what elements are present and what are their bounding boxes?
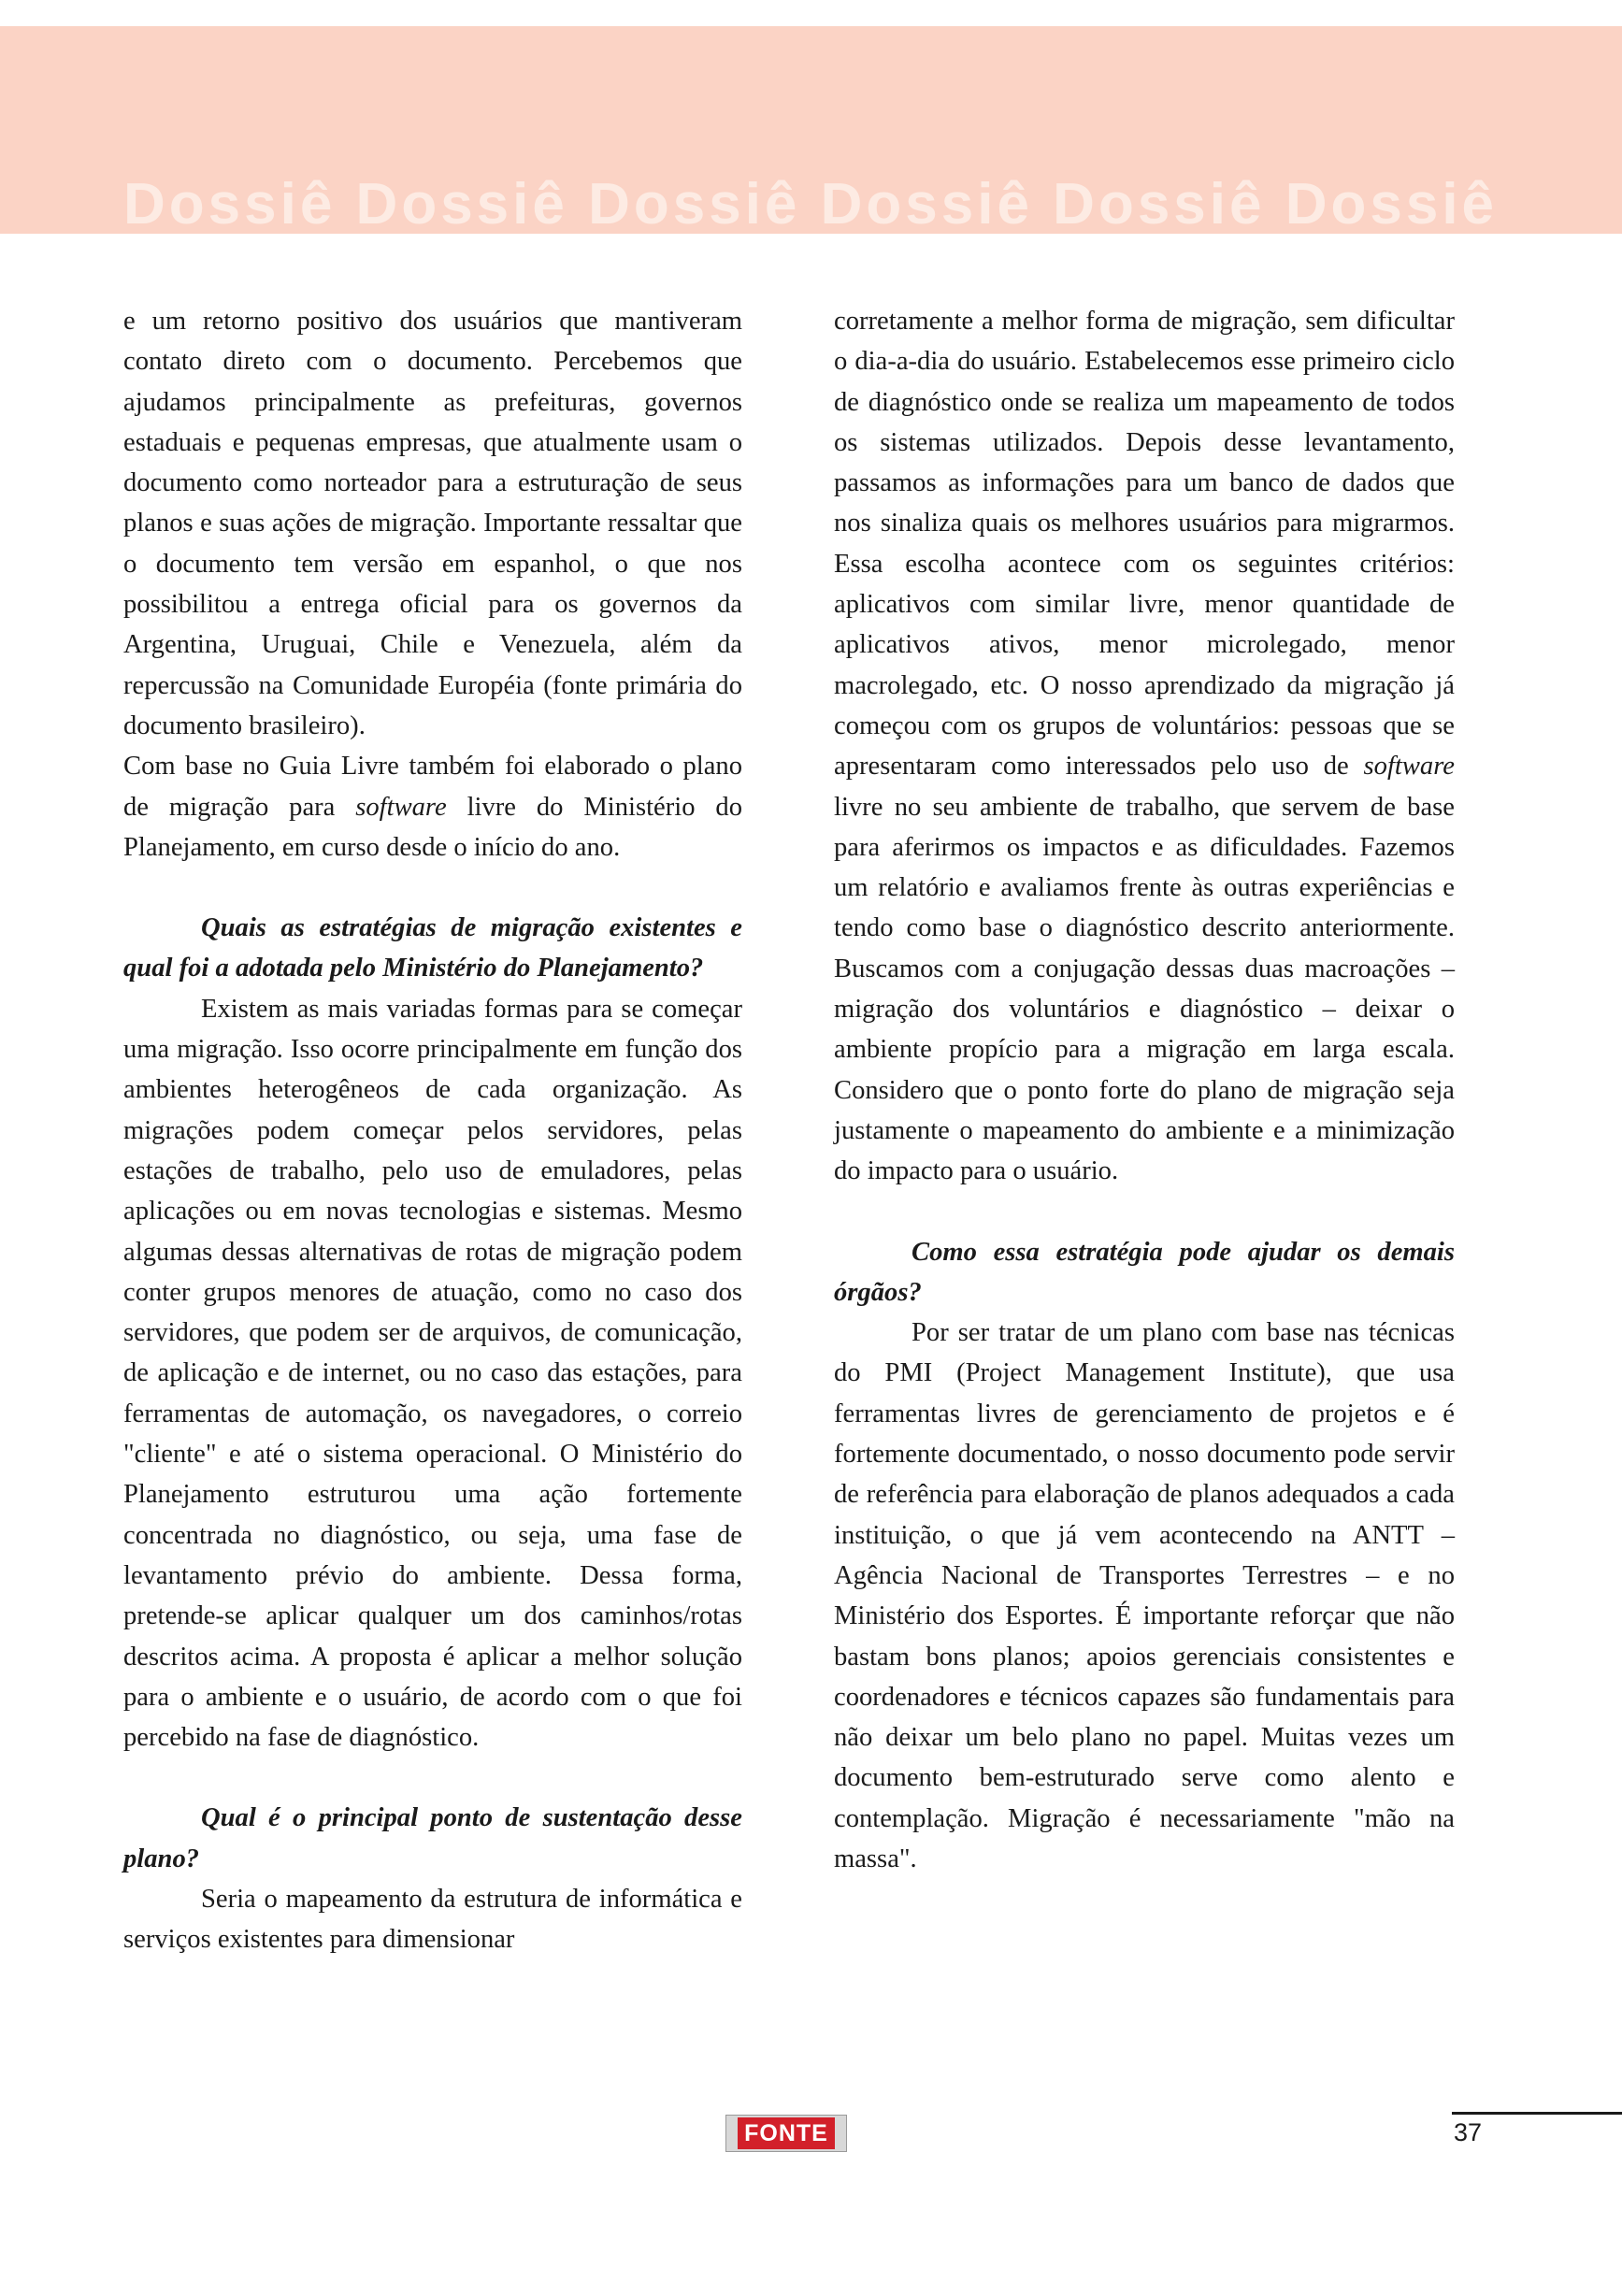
section-title: Dossiê Dossiê Dossiê Dossiê Dossiê Dossiê (123, 172, 1499, 234)
fonte-logo-text: FONTE (738, 2117, 835, 2149)
interview-answer: Seria o mapeamento da estrutura de informática e serviços existentes para dimensionar (123, 1884, 742, 1955)
fonte-logo (725, 2115, 847, 2152)
paragraph: e um retorno positivo dos usuários que mantiveram contato direto com o documento. Percebemos que ajudamos principalmente as prefeituras, governos estaduais e pequenas empresas, que atualmente usam o documento como norteador para a estruturação de seus planos e suas ações de migração. Importante ressaltar que o documento tem versão em espanhol, o que nos possibilitou a entrega oficial para os governos da Argentina, Uruguai, Chile e Venezuela, além da repercussão na Comunidade Européia (fonte primária do documento brasileiro). (123, 307, 742, 740)
interview-answer: Existem as mais variadas formas para se começar uma migração. Isso ocorre principalmente em função dos ambientes heterogêneos de cada organização. As migrações podem começar pelos servidores, pelas estações de trabalho, pelo uso de emuladores, pelas aplicações ou em novas tecnologias e sistemas. Mesmo algumas dessas alternativas de rotas de migração podem conter grupos menores de atuação, como no caso dos servidores, que podem ser de arquivos, de comunicação, de aplicação e de internet, ou no caso das estações, para ferramentas de automação, os navegadores, o correio "cliente" e até o sistema operacional. O Ministério do Planejamento estruturou uma ação fortemente concentrada no diagnóstico, ou seja, uma fase de levantamento prévio do ambiente. Dessa forma, pretende-se aplicar qualquer um dos caminhos/rotas descritos acima. A proposta é aplicar a melhor solução para o ambiente e o usuário, de acordo com o que foi percebido na fase de diagnóstico. (123, 994, 742, 1753)
left-column (123, 301, 742, 1960)
interview-question: Qual é o principal ponto de sustentação desse plano? (123, 1803, 742, 1873)
paragraph: corretamente a melhor forma de migração, sem dificultar o dia-a-dia do usuário. Estabelecemos esse primeiro ciclo de diagnóstico onde se realiza um mapeamento de todos os sistemas utilizados. Depois desse levantamento, passamos as informações para um banco de dados que nos sinaliza quais os melhores usuários para migrarmos. Essa escolha acontece com os seguintes critérios: aplicativos com similar livre, menor quantidade de aplicativos ativos, menor microlegado, menor macrolegado, etc. O nosso aprendizado da migração já começou com os grupos de voluntários: pessoas que se apresentaram como interessados pelo uso de software livre no seu ambiente de trabalho, que servem de base para aferirmos os impactos e as dificuldades. Fazemos um relatório e avaliamos frente às outras experiências e tendo como base o diagnóstico descrito anteriormente. Buscamos com a conjugação dessas duas macroações – migração dos voluntários e diagnóstico – deixar o ambiente propício para a migração em larga escala. Considero que o ponto forte do plano de migração seja justamente o mapeamento do ambiente e a minimização do impacto para o usuário. (834, 307, 1455, 1186)
page-number-rule (1452, 2112, 1622, 2115)
header-banner (0, 26, 1622, 234)
interview-question: Quais as estratégias de migração existentes e qual foi a adotada pelo Ministério do Planejamento? (123, 913, 742, 983)
interview-question: Como essa estratégia pode ajudar os demais órgãos? (834, 1237, 1455, 1307)
right-column (834, 301, 1455, 1879)
page-number: 37 (1454, 2118, 1483, 2146)
paragraph: Com base no Guia Livre também foi elaborado o plano de migração para software livre do Ministério do Planejamento, em curso desde o início do ano. (123, 752, 742, 862)
interview-answer: Por ser tratar de um plano com base nas técnicas do PMI (Project Management Institute), que usa ferramentas livres de gerenciamento de projetos e é fortemente documentado, o nosso documento pode servir de referência para elaboração de planos adequados a cada instituição, o que já vem acontecendo na ANTT – Agência Nacional de Transportes Terrestres – e no Ministério dos Esportes. É importante reforçar que não bastam bons planos; apoios gerenciais consistentes e coordenadores e técnicos capazes são fundamentais para não deixar um belo plano no papel. Muitas vezes um documento bem-estruturado serve como alento e contemplação. Migração é necessariamente "mão na massa". (834, 1318, 1455, 1873)
